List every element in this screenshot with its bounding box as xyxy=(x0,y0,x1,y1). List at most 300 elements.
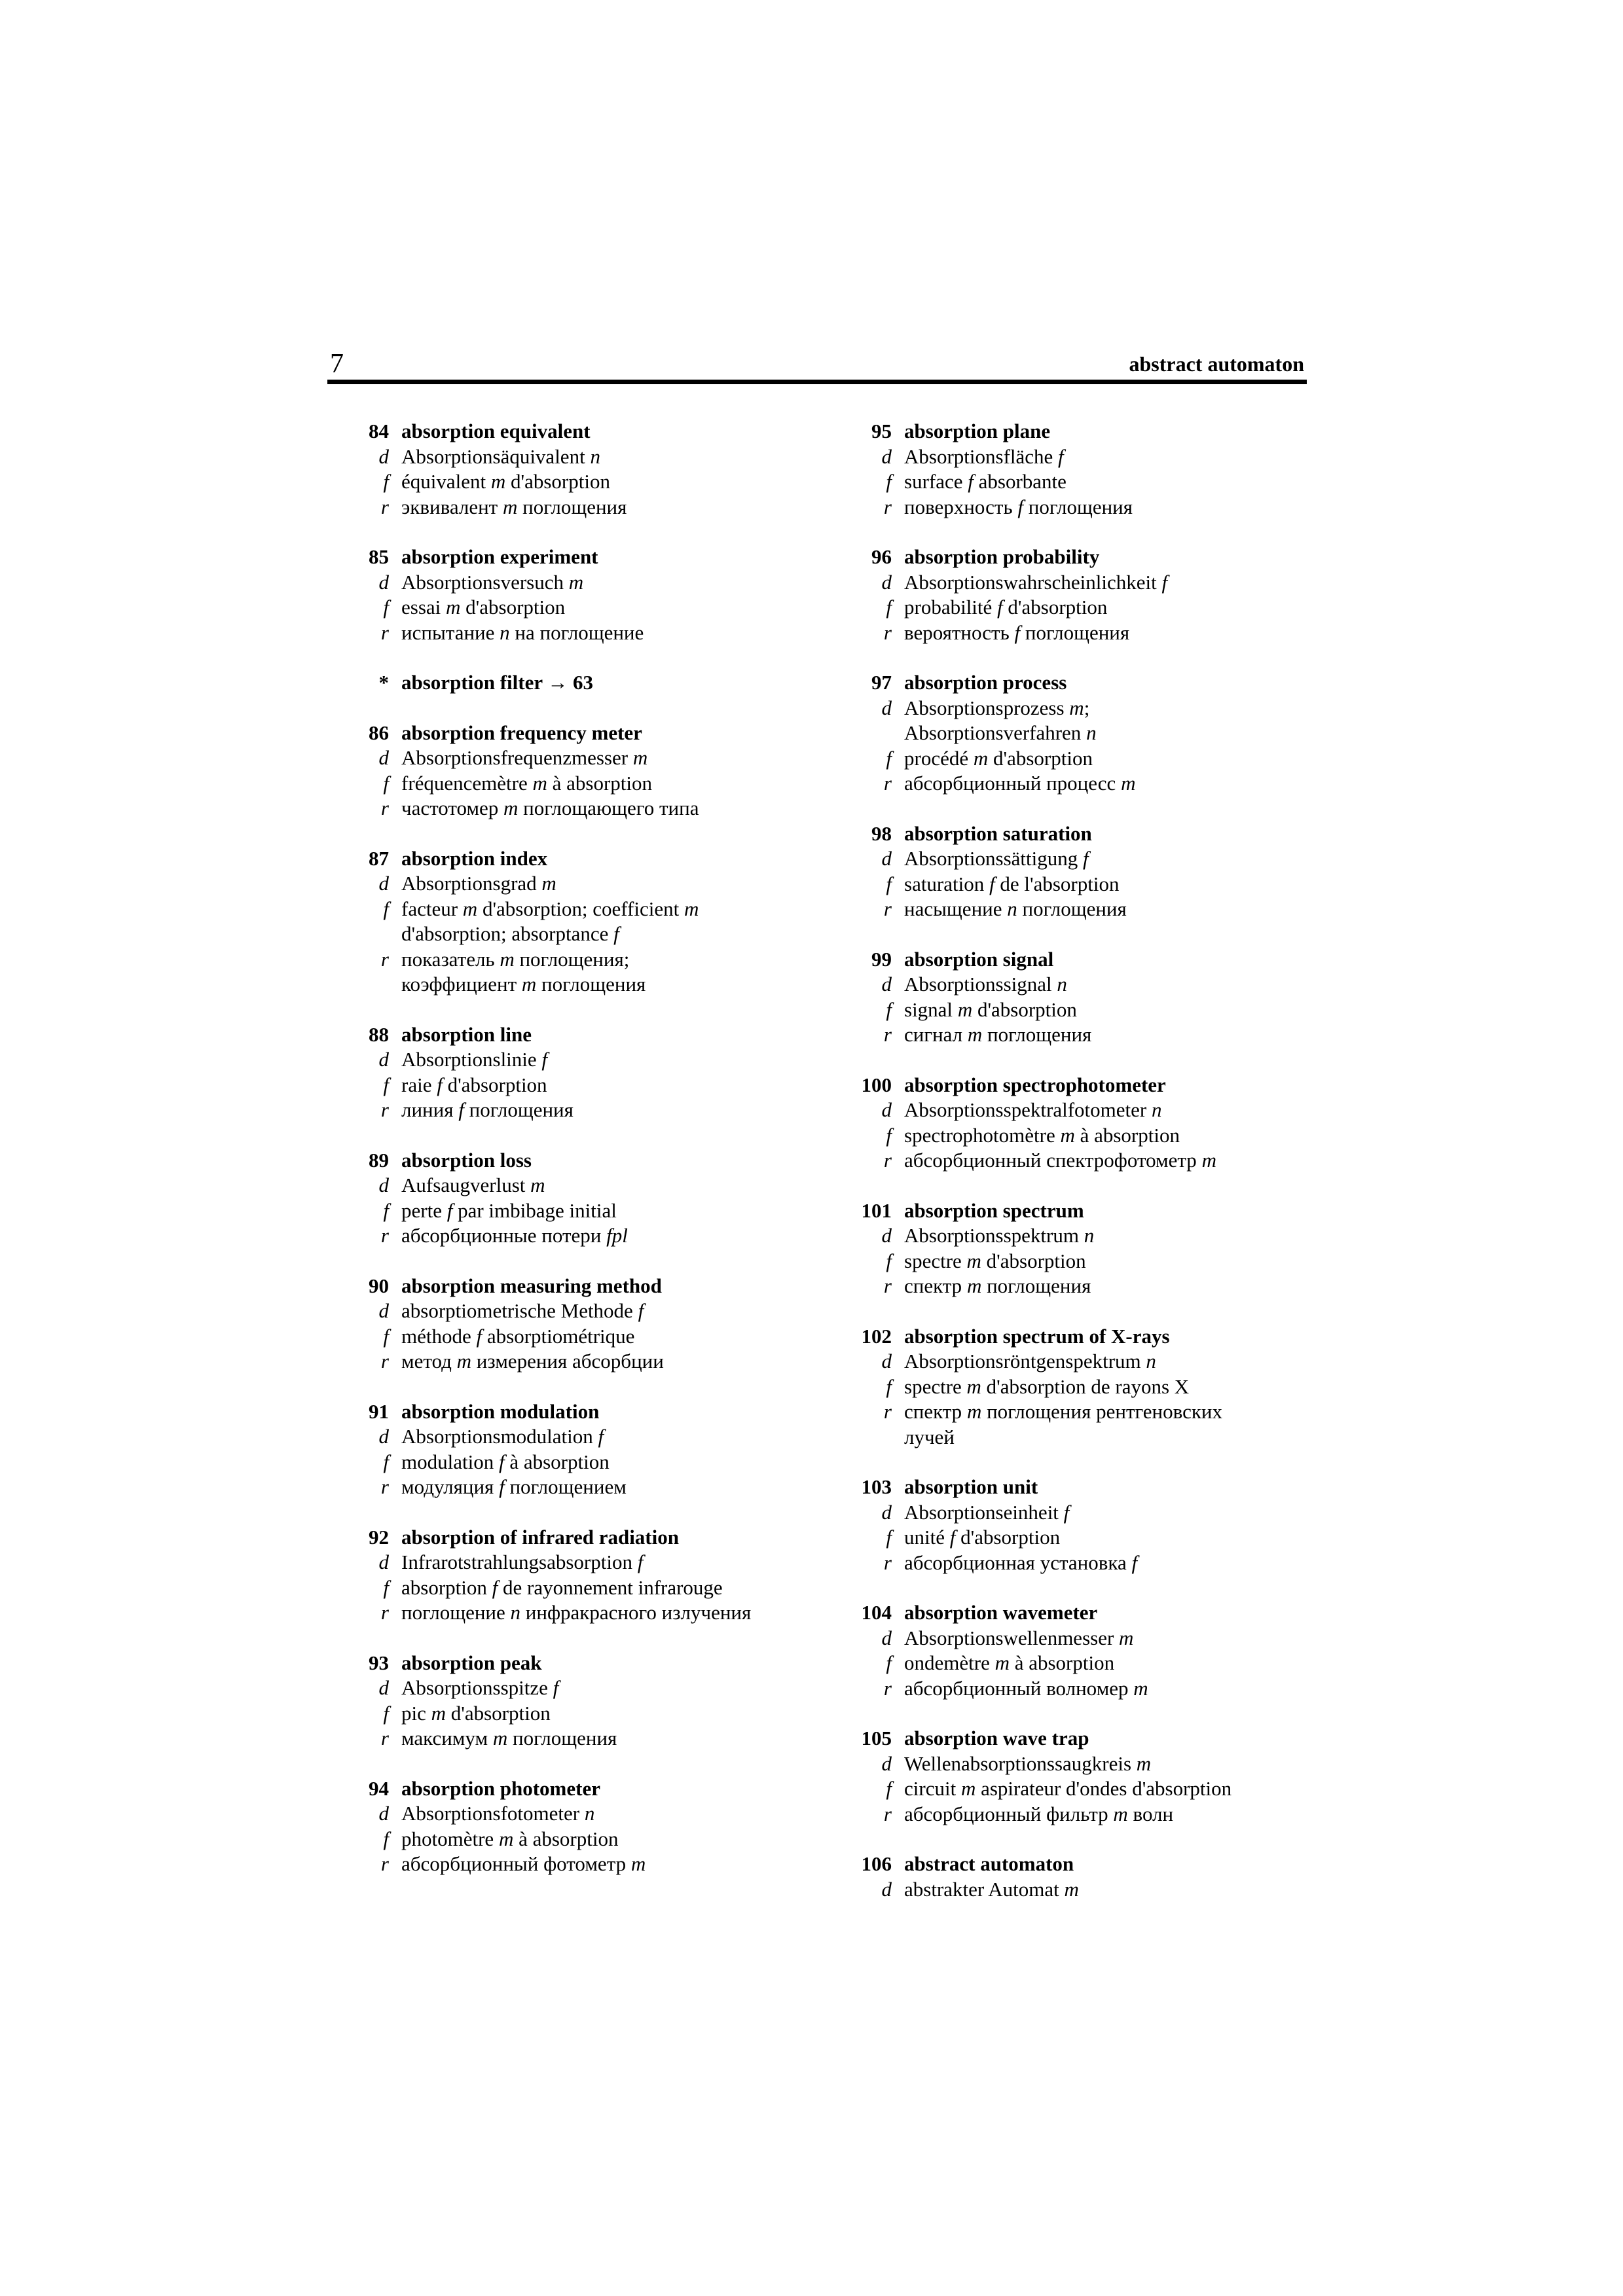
translation-line xyxy=(830,1374,1315,1400)
translation-text: поглощения рентгеновских xyxy=(981,1400,1223,1423)
language-code: r xyxy=(883,1274,892,1297)
dictionary-entry xyxy=(327,1148,799,1249)
entry-headword-line xyxy=(327,1776,799,1802)
grammatical-gender: m xyxy=(1069,696,1084,719)
grammatical-gender: m xyxy=(632,746,648,769)
language-code: d xyxy=(881,1224,892,1247)
translation-line xyxy=(830,495,1315,520)
translation-text: Absorptionsmodulation xyxy=(401,1425,598,1448)
dictionary-entry xyxy=(327,1274,799,1374)
language-code: d xyxy=(881,570,892,594)
translation-text: поглощения xyxy=(1017,897,1127,920)
translation-line xyxy=(830,1802,1315,1827)
translation-text: Absorptionsprozess xyxy=(904,696,1070,719)
grammatical-gender: m xyxy=(462,897,478,920)
translation-line xyxy=(830,1098,1315,1123)
translation-line xyxy=(327,922,799,947)
language-code: f xyxy=(886,1374,892,1398)
translation-text: абсорбционные потери xyxy=(401,1224,607,1247)
translation-line xyxy=(327,972,799,997)
language-code: r xyxy=(883,1802,892,1825)
language-code: f xyxy=(886,997,892,1021)
translation-text: абсорбционный процесс xyxy=(904,772,1122,795)
entry-headword-line xyxy=(830,947,1315,973)
grammatical-gender: m xyxy=(960,1777,976,1800)
translation-line xyxy=(327,1424,799,1450)
grammatical-gender: m xyxy=(532,771,547,795)
translation-text: Absorptionsverfahren xyxy=(904,721,1087,744)
entry-term: absorption loss xyxy=(401,1148,532,1172)
translation-text: поглощения xyxy=(517,495,627,518)
translation-line xyxy=(830,997,1315,1023)
entry-headword-line xyxy=(327,1525,799,1551)
grammatical-gender: m xyxy=(1121,772,1136,795)
language-code: r xyxy=(883,1400,892,1423)
language-code: r xyxy=(380,797,389,819)
translation-text: modulation xyxy=(401,1450,499,1473)
translation-line xyxy=(327,1299,799,1324)
entry-headword-line xyxy=(830,670,1315,696)
grammatical-gender: m xyxy=(966,1400,982,1423)
translation-text: d'absorption xyxy=(981,1249,1086,1272)
translation-text: absorbante xyxy=(973,470,1067,493)
translation-text: Absorptionsäquivalent xyxy=(401,444,591,468)
grammatical-gender: f xyxy=(476,1324,483,1348)
translation-text: абсорбционный фильтр xyxy=(904,1802,1114,1825)
language-code: d xyxy=(881,1877,892,1901)
entry-number: 93 xyxy=(369,1651,389,1674)
entry-term: absorption signal xyxy=(904,947,1054,971)
language-code: f xyxy=(886,1651,892,1674)
entry-number: 91 xyxy=(369,1399,389,1423)
language-code: d xyxy=(881,973,892,996)
language-code: f xyxy=(886,872,892,895)
translation-line xyxy=(327,1575,799,1601)
translation-text: pic xyxy=(401,1701,431,1725)
translation-text: par imbibage initial xyxy=(452,1198,617,1222)
language-code: d xyxy=(378,570,389,594)
running-head: abstract automaton xyxy=(1129,352,1304,376)
grammatical-gender: n xyxy=(500,620,510,644)
translation-line xyxy=(327,1073,799,1098)
entry-headword-line xyxy=(830,545,1315,570)
translation-line xyxy=(327,1198,799,1224)
language-code: f xyxy=(383,1450,389,1473)
translation-text: Absorptionsfrequenzmesser xyxy=(401,746,633,769)
entry-term: absorption of infrared radiation xyxy=(401,1525,679,1549)
grammatical-gender: m xyxy=(568,570,584,594)
language-code: d xyxy=(378,444,389,468)
translation-line xyxy=(830,1349,1315,1374)
language-code: r xyxy=(380,495,389,518)
language-code: r xyxy=(380,620,389,644)
translation-text: d'absorption xyxy=(446,1701,551,1725)
translation-text: spectre xyxy=(904,1249,967,1272)
translation-text: спектр xyxy=(904,1400,967,1423)
right-column xyxy=(830,419,1315,1927)
translation-text: поглощения xyxy=(507,1727,617,1749)
entry-number: 95 xyxy=(871,420,892,442)
translation-line xyxy=(830,872,1315,897)
translation-text: absorptiométrique xyxy=(482,1324,635,1348)
language-code: r xyxy=(380,947,389,971)
grammatical-gender: m xyxy=(684,897,699,920)
translation-line xyxy=(327,1600,799,1626)
grammatical-gender: f xyxy=(1058,444,1064,468)
entry-term: absorption spectrum of X-rays xyxy=(904,1324,1170,1348)
translation-line xyxy=(830,1500,1315,1526)
language-code: d xyxy=(881,1751,892,1775)
translation-text: d'absorption xyxy=(988,746,1093,770)
translation-line xyxy=(327,796,799,821)
grammatical-gender: m xyxy=(492,1727,508,1749)
entry-headword-line xyxy=(830,1324,1315,1350)
translation-line xyxy=(830,1651,1315,1676)
entry-number: 101 xyxy=(861,1198,892,1222)
grammatical-gender: m xyxy=(1119,1626,1134,1649)
dictionary-entry xyxy=(327,846,799,997)
language-code: f xyxy=(886,470,892,493)
translation-text: à absorption xyxy=(1074,1123,1180,1147)
entry-number: 104 xyxy=(861,1601,892,1624)
entry-term: absorption plane xyxy=(904,420,1051,442)
grammatical-gender: f xyxy=(997,596,1003,619)
grammatical-gender: f xyxy=(1017,495,1023,518)
translation-text: поглощающего типа xyxy=(518,797,699,819)
translation-line xyxy=(327,1324,799,1350)
language-code: f xyxy=(886,1249,892,1272)
translation-text: Absorptionseinheit xyxy=(904,1500,1064,1524)
entry-term: absorption process xyxy=(904,671,1067,694)
entry-term: absorption wavemeter xyxy=(904,1601,1098,1624)
language-code: r xyxy=(380,1350,389,1372)
language-code: f xyxy=(383,897,389,920)
translation-text: d'absorption xyxy=(972,997,1077,1021)
dictionary-entry xyxy=(327,670,799,696)
entry-term: absorption modulation xyxy=(401,1399,600,1423)
grammatical-gender: m xyxy=(967,1023,983,1046)
entry-number: 84 xyxy=(369,420,389,442)
grammatical-gender: m xyxy=(1136,1751,1152,1775)
translation-line xyxy=(830,1223,1315,1249)
grammatical-gender: f xyxy=(499,1475,505,1498)
translation-text: Absorptionssättigung xyxy=(904,847,1083,870)
language-code: d xyxy=(881,1500,892,1524)
grammatical-gender: m xyxy=(490,470,506,493)
grammatical-gender: f xyxy=(458,1098,464,1121)
translation-line xyxy=(830,846,1315,872)
translation-text: поглощения xyxy=(982,1023,1092,1046)
entry-headword-line xyxy=(830,419,1315,444)
translation-text: de l'absorption xyxy=(994,872,1120,895)
dictionary-entry xyxy=(830,1198,1315,1299)
translation-line xyxy=(327,1349,799,1374)
entry-headword-line xyxy=(830,1726,1315,1751)
grammatical-gender: n xyxy=(1151,1098,1162,1121)
grammatical-gender: m xyxy=(530,1174,545,1196)
language-code: d xyxy=(881,847,892,870)
translation-text: Absorptionswellenmesser xyxy=(904,1626,1120,1649)
entry-term: absorption measuring method xyxy=(401,1274,662,1297)
entry-headword-line xyxy=(327,1148,799,1174)
translation-line xyxy=(327,469,799,495)
entry-number: 87 xyxy=(369,846,389,870)
entry-headword-line xyxy=(830,1600,1315,1626)
translation-line xyxy=(327,897,799,922)
translation-line xyxy=(830,1877,1315,1903)
grammatical-gender: m xyxy=(498,1827,514,1850)
language-code: r xyxy=(883,772,892,795)
entry-number: 100 xyxy=(861,1073,892,1096)
language-code: f xyxy=(886,746,892,770)
translation-line xyxy=(830,1676,1315,1702)
grammatical-gender: m xyxy=(431,1701,447,1725)
translation-text: волн xyxy=(1127,1802,1174,1825)
translation-text: à absorption xyxy=(513,1827,619,1850)
translation-line xyxy=(830,469,1315,495)
language-code: f xyxy=(383,1575,389,1599)
language-code: f xyxy=(383,596,389,619)
translation-line xyxy=(830,771,1315,797)
translation-text: d'absorption xyxy=(505,470,610,493)
language-code: d xyxy=(378,1425,389,1448)
grammatical-gender: f xyxy=(492,1575,498,1599)
translation-line xyxy=(830,620,1315,646)
language-code: d xyxy=(378,1174,389,1196)
translation-line xyxy=(830,444,1315,470)
header-rule xyxy=(327,380,1307,384)
translation-text: spectre xyxy=(904,1374,967,1398)
translation-text: метод xyxy=(401,1350,457,1372)
entry-term: absorption probability xyxy=(904,545,1100,568)
translation-text: насыщение xyxy=(904,897,1008,920)
dictionary-entry xyxy=(327,545,799,645)
grammatical-gender: f xyxy=(638,1299,644,1322)
grammatical-gender: m xyxy=(456,1350,472,1372)
entry-term: absorption equivalent xyxy=(401,420,591,442)
dictionary-entry xyxy=(327,1776,799,1877)
translation-text: méthode xyxy=(401,1324,477,1348)
grammatical-gender: f xyxy=(598,1425,604,1448)
language-code: f xyxy=(383,1073,389,1096)
translation-text: aspirateur d'ondes d'absorption xyxy=(976,1777,1232,1800)
translation-text: Aufsaugverlust xyxy=(401,1174,531,1196)
grammatical-gender: f xyxy=(553,1676,559,1699)
translation-text: d'absorption; absorptance xyxy=(401,922,614,945)
dictionary-entry xyxy=(830,821,1315,922)
dictionary-entry xyxy=(830,1073,1315,1174)
language-code: d xyxy=(881,1626,892,1649)
translation-text: Absorptionsröntgenspektrum xyxy=(904,1350,1146,1372)
translation-line xyxy=(830,972,1315,997)
translation-line xyxy=(830,746,1315,772)
entry-headword-line xyxy=(327,545,799,570)
translation-text: d'absorption xyxy=(955,1526,1061,1549)
translation-line xyxy=(327,745,799,771)
translation-line xyxy=(327,570,799,596)
translation-text: поглощения xyxy=(1020,620,1130,644)
translation-text: поглощение xyxy=(401,1601,511,1624)
translation-line xyxy=(830,595,1315,620)
entry-headword-line xyxy=(327,721,799,746)
translation-text: испытание xyxy=(401,620,500,644)
dictionary-entry xyxy=(327,1022,799,1123)
language-code: f xyxy=(886,1123,892,1147)
language-code: r xyxy=(883,1149,892,1172)
grammatical-gender: f xyxy=(968,470,974,493)
dictionary-entry xyxy=(830,670,1315,797)
translation-text: поглощения xyxy=(464,1098,574,1121)
entry-headword-line xyxy=(327,846,799,872)
language-code: d xyxy=(881,444,892,468)
entry-term: absorption peak xyxy=(401,1651,542,1674)
translation-text: d'absorption xyxy=(442,1073,547,1096)
translation-text: линия xyxy=(401,1098,459,1121)
entry-headword-line xyxy=(327,1274,799,1299)
translation-text: procédé xyxy=(904,746,974,770)
language-code: r xyxy=(883,1676,892,1700)
language-code: d xyxy=(881,1098,892,1121)
translation-text: Absorptionswahrscheinlichkeit xyxy=(904,570,1162,594)
translation-line xyxy=(830,1274,1315,1299)
dictionary-entry xyxy=(830,1726,1315,1827)
translation-text: signal xyxy=(904,997,958,1021)
translation-line xyxy=(327,1098,799,1123)
translation-line xyxy=(327,1701,799,1727)
entry-number: * xyxy=(378,671,389,694)
translation-text: коэффициент xyxy=(401,973,522,996)
entry-term: absorption saturation xyxy=(904,821,1092,845)
grammatical-gender: m xyxy=(541,872,556,895)
dictionary-entry xyxy=(830,1475,1315,1575)
translation-text: à absorption xyxy=(1009,1651,1115,1674)
dictionary-entry xyxy=(830,1600,1315,1701)
translation-text: facteur xyxy=(401,897,463,920)
translation-line xyxy=(830,1022,1315,1048)
translation-text: Absorptionsfotometer xyxy=(401,1802,585,1825)
entry-headword-line xyxy=(830,821,1315,847)
entry-headword-line xyxy=(327,1022,799,1048)
grammatical-gender: n xyxy=(1086,721,1097,744)
language-code: f xyxy=(886,1526,892,1549)
entry-term: absorption photometer xyxy=(401,1776,600,1800)
page-number: 7 xyxy=(330,349,344,379)
grammatical-gender: f xyxy=(949,1526,956,1549)
translation-text: Absorptionsversuch xyxy=(401,570,569,594)
language-code: d xyxy=(378,1299,389,1322)
grammatical-gender: f xyxy=(447,1198,453,1222)
translation-text: абсорбционная установка xyxy=(904,1551,1132,1574)
language-code: d xyxy=(881,696,892,719)
language-code: r xyxy=(380,1852,389,1875)
translation-line xyxy=(327,1475,799,1500)
grammatical-gender: f xyxy=(541,1048,548,1071)
translation-line xyxy=(830,721,1315,746)
grammatical-gender: m xyxy=(1133,1676,1148,1700)
dictionary-entry xyxy=(327,721,799,821)
translation-line xyxy=(327,1047,799,1073)
grammatical-gender: m xyxy=(500,947,515,971)
translation-text: à absorption xyxy=(547,771,653,795)
translation-text: сигнал xyxy=(904,1023,968,1046)
translation-text: essai xyxy=(401,596,447,619)
entry-number: 90 xyxy=(369,1274,389,1297)
grammatical-gender: m xyxy=(446,596,461,619)
entry-term: absorption filter → 63 xyxy=(401,671,594,694)
entry-headword-line xyxy=(830,1475,1315,1500)
translation-line xyxy=(327,1550,799,1575)
translation-text: показатель xyxy=(401,947,500,971)
entry-term: absorption line xyxy=(401,1022,532,1046)
language-code: f xyxy=(886,596,892,619)
dictionary-entry xyxy=(327,1399,799,1500)
language-code: d xyxy=(378,1048,389,1071)
translation-line xyxy=(327,1726,799,1751)
translation-line xyxy=(327,1801,799,1827)
translation-text: поглощения xyxy=(981,1274,1091,1297)
entry-number: 94 xyxy=(369,1776,389,1800)
translation-line xyxy=(327,1173,799,1198)
translation-text: perte xyxy=(401,1198,447,1222)
entry-number: 98 xyxy=(871,821,892,845)
grammatical-gender: m xyxy=(994,1651,1010,1674)
language-code: r xyxy=(883,620,892,644)
translation-text: unité xyxy=(904,1526,950,1549)
grammatical-gender: n xyxy=(1007,897,1017,920)
translation-text: probabilité xyxy=(904,596,998,619)
entry-number: 86 xyxy=(369,721,389,744)
translation-text: Infrarotstrahlungsabsorption xyxy=(401,1551,638,1573)
language-code: r xyxy=(380,1224,389,1247)
translation-line xyxy=(327,595,799,620)
language-code: r xyxy=(380,1475,389,1498)
dictionary-entry xyxy=(327,419,799,520)
dictionary-entry xyxy=(830,1324,1315,1450)
grammatical-gender: m xyxy=(966,1374,981,1398)
entry-number: 96 xyxy=(871,545,892,568)
translation-line xyxy=(830,1525,1315,1551)
translation-text: поглощения; xyxy=(514,947,630,971)
grammatical-gender: m xyxy=(503,797,519,819)
translation-text: поверхность xyxy=(904,495,1018,518)
entry-term: abstract automaton xyxy=(904,1852,1074,1875)
translation-line xyxy=(327,444,799,470)
entry-number: 89 xyxy=(369,1148,389,1172)
translation-line xyxy=(830,1123,1315,1149)
translation-line xyxy=(830,696,1315,721)
dictionary-entry xyxy=(830,545,1315,645)
translation-text: équivalent xyxy=(401,470,491,493)
grammatical-gender: m xyxy=(1201,1149,1216,1172)
grammatical-gender: n xyxy=(584,1802,595,1825)
entry-headword-line xyxy=(327,670,799,696)
translation-line xyxy=(327,495,799,520)
language-code: r xyxy=(883,1551,892,1574)
translation-text: de rayonnement infrarouge xyxy=(498,1575,723,1599)
grammatical-gender: f xyxy=(1161,570,1168,594)
grammatical-gender: f xyxy=(1082,847,1089,870)
translation-text: abstrakter Automat xyxy=(904,1877,1065,1901)
translation-line xyxy=(830,897,1315,922)
translation-text: Absorptionssignal xyxy=(904,973,1057,996)
grammatical-gender: m xyxy=(1064,1877,1079,1901)
grammatical-gender: f xyxy=(498,1450,505,1473)
dictionary-entry xyxy=(830,419,1315,520)
translation-text: абсорбционный спектрофотометр xyxy=(904,1149,1202,1172)
grammatical-gender: m xyxy=(630,1852,646,1875)
language-code: f xyxy=(383,1827,389,1850)
translation-text: поглощения xyxy=(536,973,646,996)
